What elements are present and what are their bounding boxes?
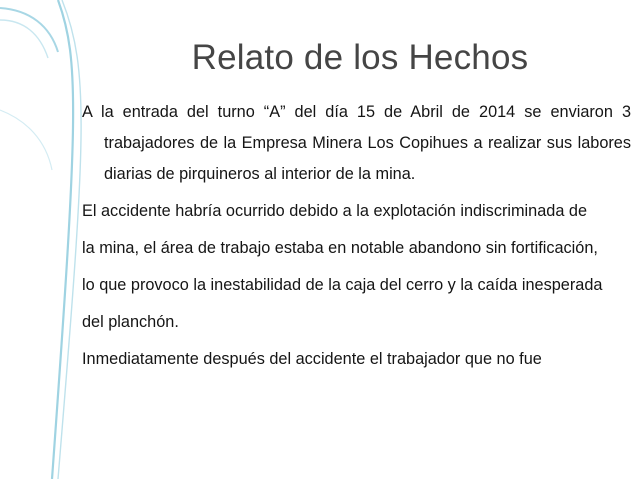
paragraph: El accidente habría ocurrido debido a la explotación indiscriminada de: [82, 202, 588, 220]
paragraph: del planchón.: [82, 313, 179, 331]
slide-body: [82, 97, 631, 381]
paragraph: Inmediatamente después del accidente el trabajador que no fue: [82, 350, 542, 368]
paragraph: la mina, el área de trabajo estaba en notable abandono sin fortificación,: [82, 239, 598, 257]
paragraph: lo que provoco la inestabilidad de la caja del cerro y la caída inesperada: [82, 276, 603, 294]
page-title: Relato de los Hechos: [191, 38, 529, 77]
paragraph: A la entrada del turno “A” del día 15 de Abril de 2014 se enviaron 3 trabajadores de la Empresa Minera Los Copihues a realizar sus labores diarias de pirquineros al interior de la mina.: [82, 103, 631, 183]
